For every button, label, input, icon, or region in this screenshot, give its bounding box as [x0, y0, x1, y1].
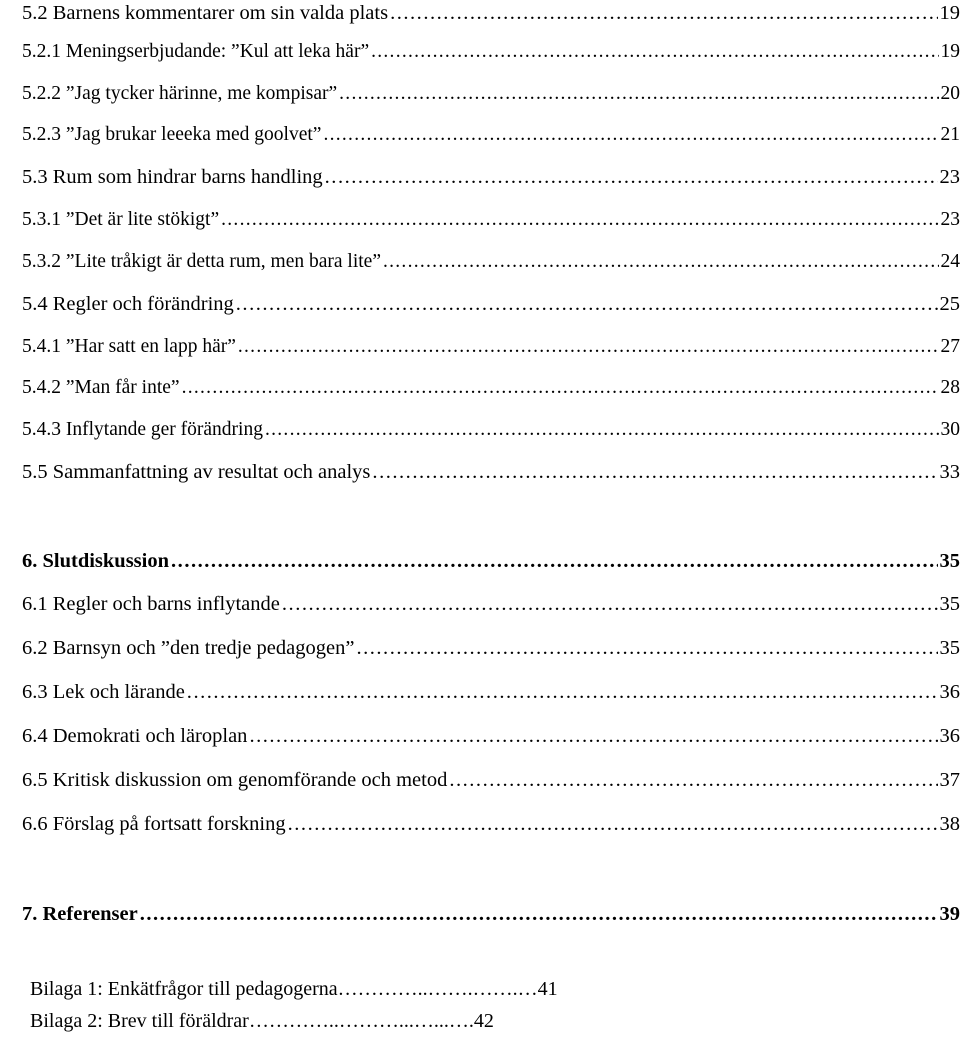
- toc-dot-leader: [249, 725, 937, 749]
- toc-entry-title: 6.1 Regler och barns inflytande: [22, 593, 280, 615]
- toc-dot-leader: [325, 166, 938, 190]
- toc-entry-page: 24: [940, 251, 960, 272]
- toc-entry-page: 28: [940, 377, 960, 398]
- toc-entry-page: 36: [939, 681, 960, 703]
- toc-entry-page: 35: [939, 593, 960, 615]
- toc-dot-leader: [356, 637, 937, 661]
- toc-entry-6-2[interactable]: [22, 637, 960, 661]
- toc-entry-page: 35: [939, 550, 960, 572]
- toc-entry-5-3-1[interactable]: [22, 209, 960, 231]
- toc-dot-leader: [390, 2, 937, 26]
- toc-dot-leader: [282, 593, 938, 617]
- toc-entry-title: 5.2.3 ”Jag brukar leeeka med goolvet”: [22, 124, 322, 145]
- toc-entry-5-5[interactable]: [22, 461, 960, 485]
- toc-entry-title: 5.5 Sammanfattning av resultat och analys: [22, 461, 371, 483]
- toc-dot-leader: [323, 124, 938, 146]
- toc-entry-page: 21: [940, 124, 960, 145]
- toc-entry-page: 39: [939, 903, 960, 925]
- toc-dot-leader: [371, 41, 938, 63]
- toc-entry-title: 5.4.3 Inflytande ger förändring: [22, 419, 263, 440]
- toc-entry-6-5[interactable]: [22, 769, 960, 793]
- toc-entry-page: 36: [939, 725, 960, 747]
- toc-dot-leader: [221, 209, 938, 231]
- toc-entry-page: 23: [940, 209, 960, 230]
- toc-dot-leader: [265, 419, 939, 441]
- toc-dot-leader: [171, 550, 937, 574]
- toc-entry-title: 5.3.2 ”Lite tråkigt är detta rum, men bara lite”: [22, 251, 381, 272]
- toc-entry-6[interactable]: [22, 550, 960, 574]
- toc-dot-leader: [383, 251, 939, 273]
- toc-entry-page: 20: [940, 83, 960, 104]
- toc-dot-leader: [372, 461, 937, 485]
- toc-entry-title: 6.2 Barnsyn och ”den tredje pedagogen”: [22, 637, 355, 659]
- toc-entry-page: 30: [940, 419, 960, 440]
- toc-entry-page: 27: [940, 336, 960, 357]
- toc-dot-leader: [449, 769, 937, 793]
- toc-entry-5-4-3[interactable]: [22, 419, 960, 441]
- toc-entry-title: 5.2 Barnens kommentarer om sin valda plats: [22, 2, 389, 24]
- toc-entry-title: 6.4 Demokrati och läroplan: [22, 725, 248, 747]
- toc-entry-title: 7. Referenser: [22, 903, 138, 925]
- toc-entry-6-3[interactable]: [22, 681, 960, 705]
- toc-entry-page: 25: [939, 293, 960, 315]
- toc-entry-title: 5.4.2 ”Man får inte”: [22, 377, 180, 398]
- toc-entry-title: 5.3 Rum som hindrar barns handling: [22, 166, 323, 188]
- toc-entry-7[interactable]: [22, 903, 960, 927]
- toc-entry-6-6[interactable]: [22, 813, 960, 837]
- toc-entry-5-2-1[interactable]: [22, 41, 960, 63]
- toc-entry-title: 6.6 Förslag på fortsatt forskning: [22, 813, 286, 835]
- toc-entry-title: 5.2.2 ”Jag tycker härinne, me kompisar”: [22, 83, 338, 104]
- toc-entry-5-4-2[interactable]: [22, 377, 960, 399]
- toc-entry-6-4[interactable]: [22, 725, 960, 749]
- toc-dot-leader: [182, 377, 939, 399]
- toc-dot-leader: [236, 293, 938, 317]
- toc-dot-leader: [238, 336, 939, 358]
- toc-entry-title: 5.4 Regler och förändring: [22, 293, 234, 315]
- toc-entry-title: 6. Slutdiskussion: [22, 550, 170, 572]
- toc-entry-5-3-2[interactable]: [22, 251, 960, 273]
- toc-entry-page: 23: [939, 166, 960, 188]
- toc-dot-leader: [339, 83, 938, 105]
- toc-entry-page: 19: [940, 41, 960, 62]
- toc-entry-5-2[interactable]: [22, 2, 960, 26]
- toc-entry-5-4-1[interactable]: [22, 336, 960, 358]
- toc-entry-title: 6.5 Kritisk diskussion om genomförande och metod: [22, 769, 448, 791]
- toc-entry-page: 19: [939, 2, 960, 24]
- toc-dot-leader: [187, 681, 938, 705]
- toc-entry-title: 5.3.1 ”Det är lite stökigt”: [22, 209, 220, 230]
- toc-entry-6-1[interactable]: [22, 593, 960, 617]
- toc-entry-title: 6.3 Lek och lärande: [22, 681, 185, 703]
- toc-entry-page: 35: [939, 637, 960, 659]
- toc-entry-5-3[interactable]: [22, 166, 960, 190]
- appendix-entry-1[interactable]: Bilaga 1: Enkätfrågor till pedagogerna…………..…….…….…41: [30, 978, 558, 1000]
- toc-entry-title: 5.4.1 ”Har satt en lapp här”: [22, 336, 236, 357]
- toc-entry-title: 5.2.1 Meningserbjudande: ”Kul att leka här”: [22, 41, 370, 62]
- toc-entry-page: 33: [939, 461, 960, 483]
- toc-entry-5-2-2[interactable]: [22, 83, 960, 105]
- toc-entry-5-2-3[interactable]: [22, 124, 960, 146]
- appendix-entry-2[interactable]: Bilaga 2: Brev till föräldrar…………..………...…...….42: [30, 1010, 494, 1032]
- toc-entry-5-4[interactable]: [22, 293, 960, 317]
- toc-dot-leader: [140, 903, 938, 927]
- toc-entry-page: 38: [939, 813, 960, 835]
- toc-entry-page: 37: [939, 769, 960, 791]
- toc-dot-leader: [288, 813, 938, 837]
